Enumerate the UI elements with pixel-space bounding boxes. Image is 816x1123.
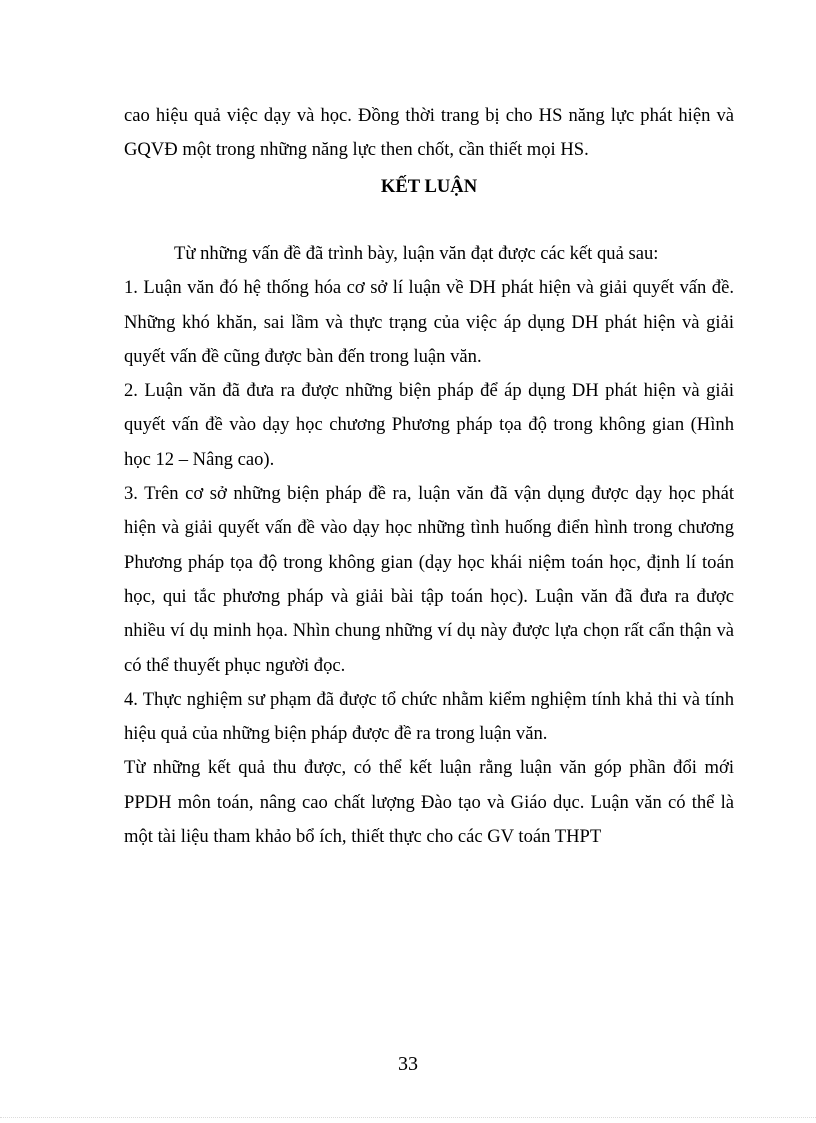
intro-paragraph: Từ những vấn đề đã trình bày, luận văn đạt được các kết quả sau: <box>174 243 659 264</box>
bottom-divider <box>0 1117 816 1118</box>
result-item-2: 2. Luận văn đã đưa ra được những biện pháp để áp dụng DH phát hiện và giải quyết vấn đề vào dạy học chương Phương pháp tọa độ trong không gian (Hình học 12 – Nâng cao). <box>124 380 734 470</box>
continuation-text: cao hiệu quả việc dạy và học. Đồng thời trang bị cho HS năng lực phát hiện và GQVĐ một trong những năng lực then chốt, cần thiết mọi HS. <box>124 105 734 161</box>
result-item-3: 3. Trên cơ sở những biện pháp đề ra, luận văn đã vận dụng được dạy học phát hiện và giải quyết vấn đề vào dạy học những tình huống điển hình trong chương Phương pháp tọa độ trong không gian (dạy học khái niệm toán học, định lí toán học, qui tắc phương pháp và giải bài tập toán học). Luận văn đã đưa ra được nhiều ví dụ minh họa. Nhìn chung những ví dụ này được lựa chọn rất cẩn thận và có thể thuyết phục người đọc. <box>124 483 734 676</box>
result-item-1: 1. Luận văn đó hệ thống hóa cơ sở lí luận về DH phát hiện và giải quyết vấn đề. Những khó khăn, sai lầm và thực trạng của việc áp dụng DH phát hiện và giải quyết vấn đề cũng được bàn đến trong luận văn. <box>124 277 734 367</box>
continuation-paragraph <box>124 99 734 168</box>
closing-paragraph: Từ những kết quả thu được, có thể kết luận rằng luận văn góp phần đổi mới PPDH môn toán, nâng cao chất lượng Đào tạo và Giáo dục. Luận văn có thể là một tài liệu tham khảo bổ ích, thiết thực cho các GV toán THPT <box>124 757 734 848</box>
section-heading: KẾT LUẬN <box>380 176 478 197</box>
page-number: 33 <box>398 1053 418 1075</box>
conclusion-body <box>124 237 734 854</box>
result-item-4: 4. Thực nghiệm sư phạm đã được tổ chức nhằm kiểm nghiệm tính khả thi và tính hiệu quả của những biện pháp được đề ra trong luận văn. <box>124 688 734 745</box>
